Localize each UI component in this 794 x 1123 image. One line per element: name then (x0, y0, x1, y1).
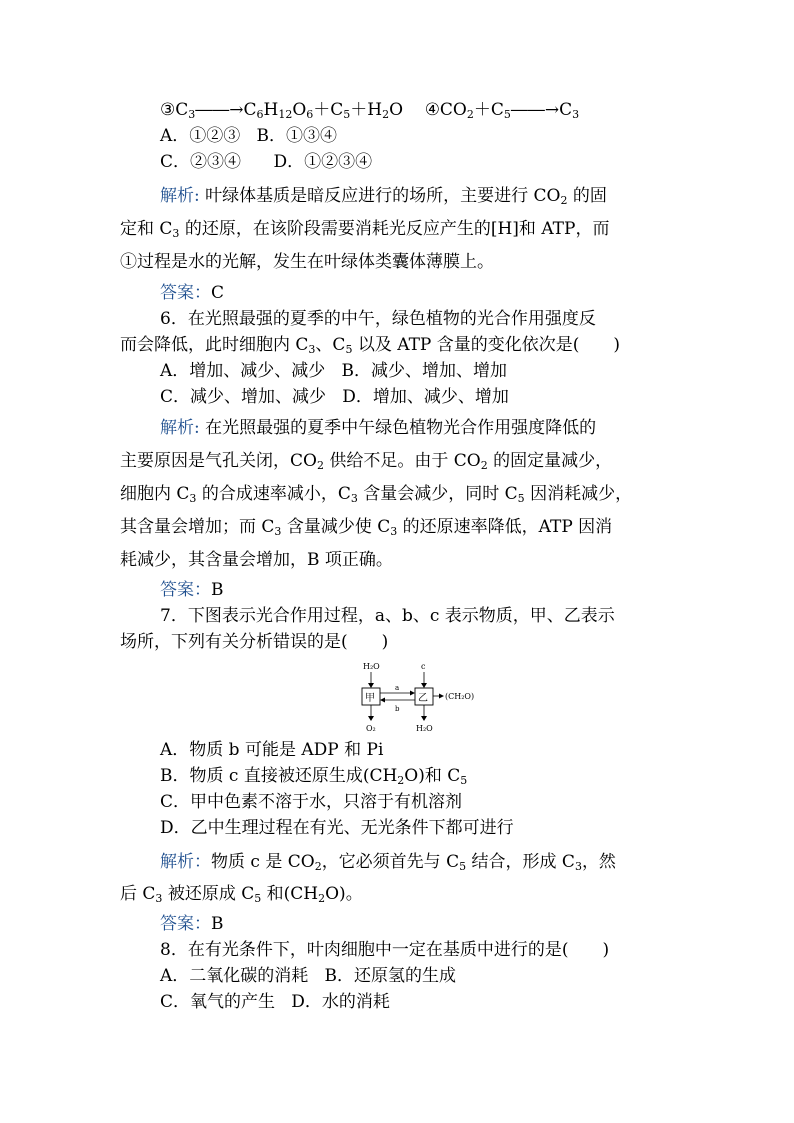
q6-analysis-line1: 解析: 在光照最强的夏季中午绿色植物光合作用强度降低的 (160, 418, 597, 438)
q7-answer: 答案：B (160, 914, 224, 934)
q5-analysis-line1: 解析: 叶绿体基质是暗反应进行的场所，主要进行 $CO_2$ 的固 (160, 186, 607, 207)
q6-analysis-line5: 耗减少，其含量会增加，B 项正确。 (120, 550, 393, 570)
q7-option-c: C．甲中色素不溶于水，只溶于有机溶剂 (160, 792, 463, 812)
q8-options-ab: A．二氧化碳的消耗 B．还原氢的生成 (160, 966, 456, 986)
arrow-a-label: a (395, 684, 400, 692)
q6-answer: 答案：B (160, 580, 224, 600)
product-label: (CH₂O) (445, 692, 475, 701)
q5-options-cd: C．②③④ D．①②③④ (160, 152, 373, 172)
q6-stem-line1: 6．在光照最强的夏季的中午，绿色植物的光合作用强度反 (160, 309, 596, 329)
q7-analysis-line2: 后 $C_3$ 被还原成 $C_5$ 和$(CH_2O)$。 (120, 884, 363, 905)
diagram-c-label: c (421, 662, 426, 671)
q8-stem: 8．在有光条件下，叶肉细胞中一定在基质中进行的是( ) (160, 940, 610, 960)
diagram-h2o-top: H₂O (363, 662, 380, 671)
q5-answer: 答案：C (160, 283, 225, 303)
q7-option-a: A．物质 b 可能是 ADP 和 Pi (160, 740, 384, 760)
q6-options-cd: C．减少、增加、减少 D．增加、减少、增加 (160, 387, 509, 407)
q5-analysis-line2: 定和 $C_3$ 的还原，在该阶段需要消耗光反应产生的[H]和 ATP，而 (120, 219, 610, 240)
yi-label: 乙 (418, 693, 428, 704)
q6-analysis-line3: 细胞内 $C_3$ 的合成速率减小，$C_3$ 含量会减少，同时 $C_5$ 因消耗减少， (120, 484, 633, 505)
q5-analysis-line3: ①过程是水的光解，发生在叶绿体类囊体薄膜上。 (120, 252, 494, 272)
q7-option-b: B．物质 c 直接被还原生成$(CH_2O)$和 $C_5$ (160, 766, 468, 787)
q6-options-ab: A．增加、减少、减少 B．减少、增加、增加 (160, 361, 507, 381)
q5-equations: $③C_3――\to C_6H_{12}O_6+C_5+H_2O$ $④CO_2+C_5――\to C_3$ (160, 100, 580, 121)
q8-options-cd: C．氧气的产生 D．水的消耗 (160, 992, 390, 1012)
q6-analysis-line4: 其含量会增加；而 $C_3$ 含量减少使 $C_3$ 的还原速率降低，ATP 因消 (120, 517, 613, 538)
q7-analysis-line1: 解析：物质 c 是 $CO_2$，它必须首先与 $C_5$ 结合，形成 $C_3$，然 (160, 852, 616, 873)
diagram-o2: O₂ (366, 724, 376, 733)
diagram-h2o-bottom: H₂O (416, 724, 433, 733)
q6-analysis-line2: 主要原因是气孔关闭，$CO_2$ 供给不足。由于 $CO_2$ 的固定量减少， (120, 451, 613, 472)
q7-stem-line1: 7．下图表示光合作用过程，a、b、c 表示物质，甲、乙表示 (160, 606, 615, 626)
q6-stem-line2: 而会降低，此时细胞内 $C_3$、$C_5$ 以及 ATP 含量的变化依次是( ) (120, 335, 621, 356)
q5-options-ab: A．①②③ B．①③④ (160, 126, 337, 146)
q7-option-d: D．乙中生理过程在有光、无光条件下都可进行 (160, 818, 514, 838)
q7-stem-line2: 场所，下列有关分析错误的是( ) (120, 632, 389, 652)
photosynthesis-diagram (355, 660, 485, 735)
arrow-b-label: b (395, 705, 400, 713)
analysis-label: 解析: (160, 186, 200, 206)
jia-label: 甲 (365, 693, 375, 704)
